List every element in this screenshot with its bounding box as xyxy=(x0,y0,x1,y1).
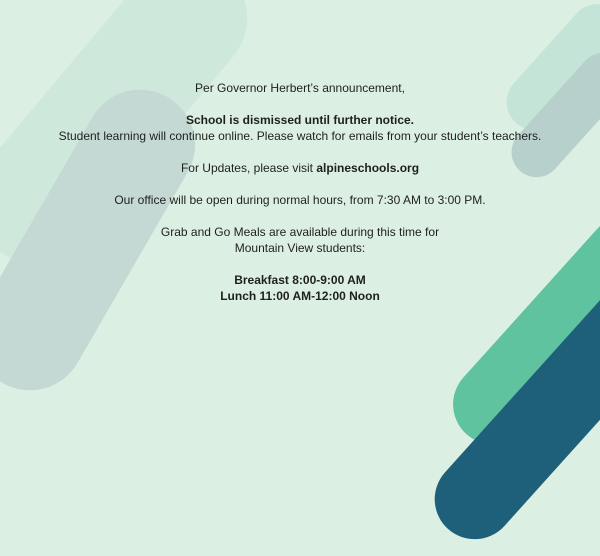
intro-text: Per Governor Herbert’s announcement, xyxy=(195,81,405,95)
updates-line xyxy=(0,160,600,176)
headline-text: School is dismissed until further notice. xyxy=(185,113,415,127)
updates-link[interactable]: alpineschools.org xyxy=(316,161,420,175)
announcement-body xyxy=(0,80,600,304)
meals-line-1: Grab and Go Meals are available during this time for xyxy=(160,225,440,239)
updates-prefix: For Updates, please visit xyxy=(180,161,317,175)
breakfast-hours: Breakfast 8:00-9:00 AM xyxy=(234,273,366,287)
lunch-hours: Lunch 11:00 AM-12:00 Noon xyxy=(220,289,380,303)
office-hours-text: Our office will be open during normal hours, from 7:30 AM to 3:00 PM. xyxy=(114,193,486,207)
learning-text: Student learning will continue online. Please watch for emails from your student’s teachers. xyxy=(58,129,542,143)
meals-line-2: Mountain View students: xyxy=(234,241,366,255)
